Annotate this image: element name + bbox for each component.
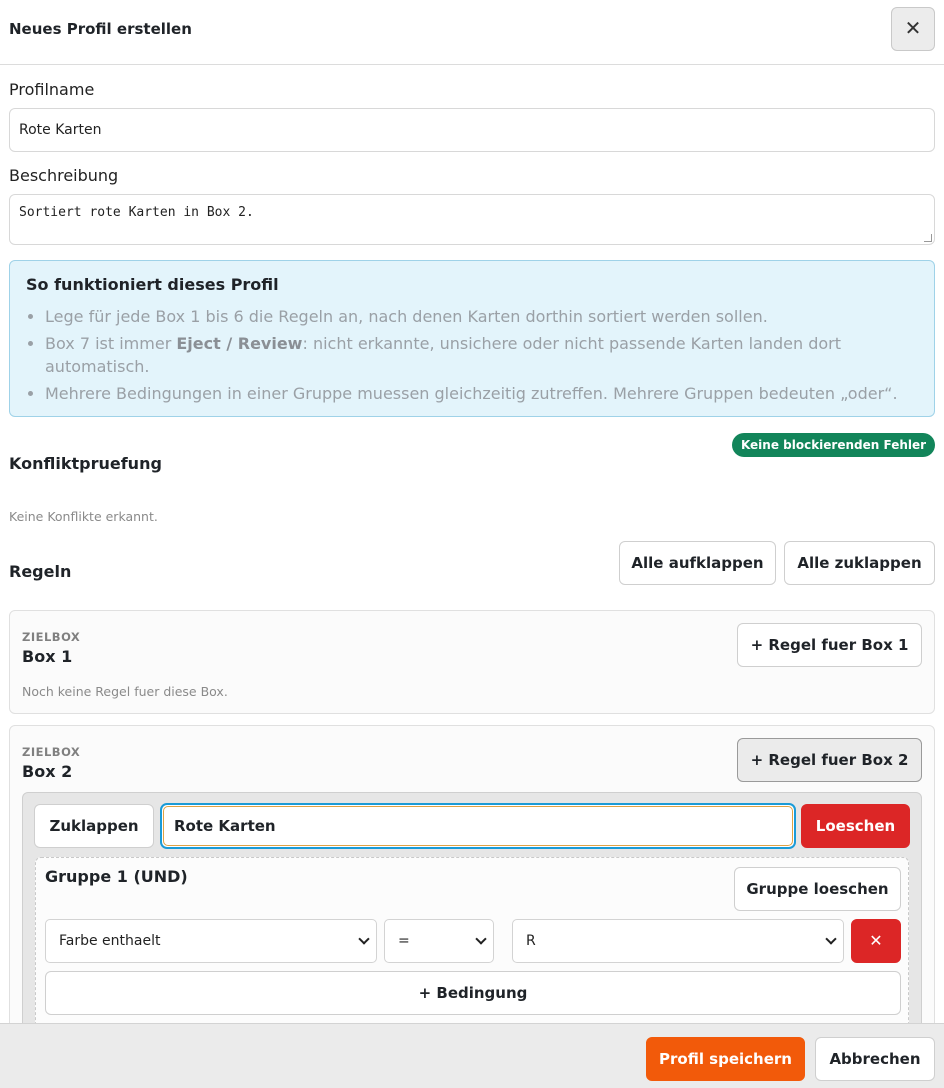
condition-field-value: Farbe enthaelt xyxy=(59,933,161,949)
add-rule-box-1-button[interactable]: + Regel fuer Box 1 xyxy=(737,623,922,667)
info-item-eject: • Box 7 ist immer Eject / Review: nicht erkannte, unsichere oder nicht passende Karten landen dort automatisch. xyxy=(45,332,906,378)
add-condition-button[interactable]: + Bedingung xyxy=(45,971,901,1015)
delete-group-button[interactable]: Gruppe loeschen xyxy=(734,867,901,911)
profile-name-label: Profilname xyxy=(9,80,95,99)
rule-name-focus-ring xyxy=(160,803,796,849)
box-kicker: ZIELBOX xyxy=(22,745,81,759)
description-text: Sortiert rote Karten in Box 2. xyxy=(19,205,254,220)
box-title: Box 1 xyxy=(22,647,73,666)
dialog-title: Neues Profil erstellen xyxy=(9,20,192,38)
condition-operator-value: = xyxy=(398,933,410,949)
chevron-down-icon xyxy=(475,933,486,944)
box-card-2 xyxy=(9,725,935,1055)
condition-operator-select[interactable] xyxy=(384,919,494,963)
condition-value-select[interactable] xyxy=(512,919,844,963)
close-button[interactable] xyxy=(891,7,935,51)
profile-name-input[interactable]: Rote Karten xyxy=(9,108,935,152)
info-box xyxy=(9,260,935,417)
add-rule-box-2-button[interactable]: + Regel fuer Box 2 xyxy=(737,738,922,782)
group-title: Gruppe 1 (UND) xyxy=(45,867,188,886)
box-card-1 xyxy=(9,610,935,714)
dialog-footer xyxy=(0,1023,944,1088)
remove-condition-button[interactable] xyxy=(851,919,901,963)
resize-grip-icon[interactable] xyxy=(924,234,932,242)
collapse-all-button[interactable]: Alle zuklappen xyxy=(784,541,935,585)
delete-rule-button[interactable]: Loeschen xyxy=(801,804,910,848)
box-empty-text: Noch keine Regel fuer diese Box. xyxy=(22,684,228,699)
info-list xyxy=(26,305,906,409)
chevron-down-icon xyxy=(825,933,836,944)
status-badge: Keine blockierenden Fehler xyxy=(732,433,935,457)
box-kicker: ZIELBOX xyxy=(22,630,81,644)
chevron-down-icon xyxy=(358,933,369,944)
condition-group xyxy=(35,857,909,1032)
expand-all-button[interactable]: Alle aufklappen xyxy=(619,541,776,585)
info-item-groups: • Mehrere Bedingungen in einer Gruppe muessen gleichzeitig zutreffen. Mehrere Gruppen bedeuten „oder“. xyxy=(45,382,906,405)
box-title: Box 2 xyxy=(22,762,73,781)
collapse-rule-button[interactable]: Zuklappen xyxy=(34,804,154,848)
close-icon: ✕ xyxy=(904,16,922,40)
conflicts-status: Keine Konflikte erkannt. xyxy=(9,509,158,524)
close-icon: ✕ xyxy=(869,931,883,950)
eject-review-label: Eject / Review xyxy=(176,334,303,353)
rule-name-input[interactable]: Rote Karten xyxy=(163,806,793,846)
info-item-boxes: • Lege für jede Box 1 bis 6 die Regeln an, nach denen Karten dorthin sortiert werden sollen. xyxy=(45,305,906,328)
condition-value-value: R xyxy=(526,933,536,949)
condition-field-select[interactable] xyxy=(45,919,377,963)
description-textarea[interactable] xyxy=(9,194,935,245)
description-label: Beschreibung xyxy=(9,166,119,185)
conflicts-title: Konfliktpruefung xyxy=(9,454,162,473)
save-profile-button[interactable]: Profil speichern xyxy=(646,1037,805,1081)
rule-editor xyxy=(22,792,922,1032)
cancel-button[interactable]: Abbrechen xyxy=(815,1037,935,1081)
rules-title: Regeln xyxy=(9,562,72,581)
dialog-header xyxy=(0,0,944,65)
info-title: So funktioniert dieses Profil xyxy=(26,275,279,294)
